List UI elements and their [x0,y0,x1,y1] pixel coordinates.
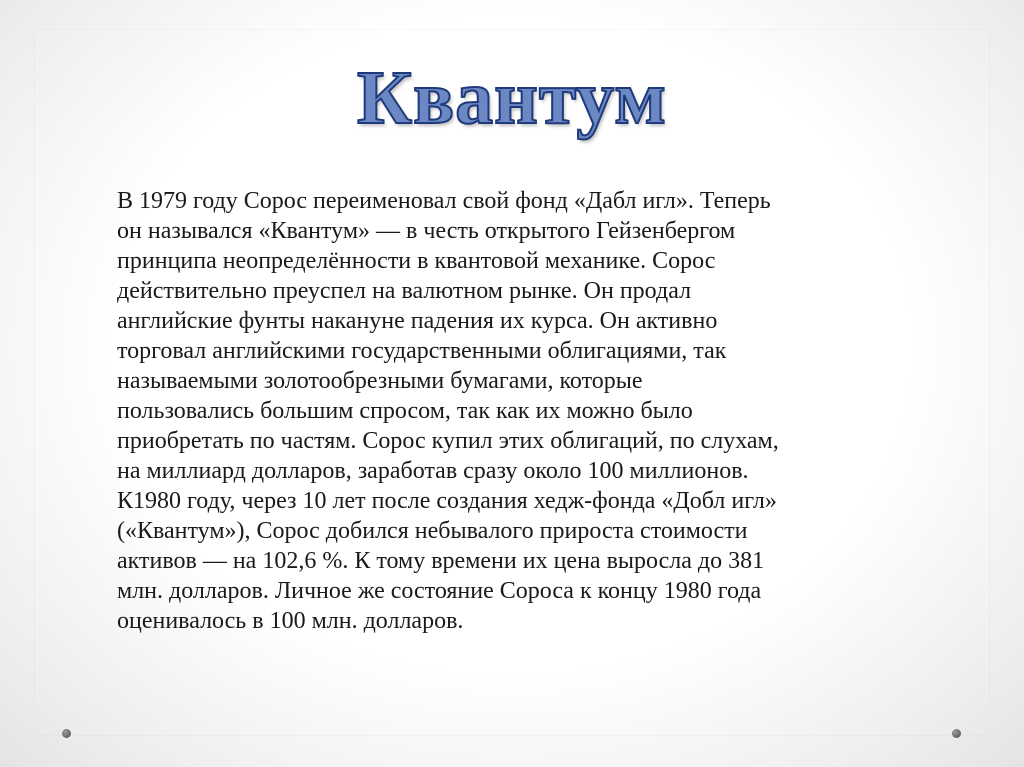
body-line: он назывался «Квантум» — в честь открытого Гейзенбергом [117,218,736,244]
body-line: пользовались большим спросом, так как их можно было [117,398,693,424]
body-line: называемыми золотообрезными бумагами, которые [117,368,643,394]
body-line: активов — на 102,6 %. К тому времени их цена выросла до 381 [117,548,765,574]
corner-dot-icon [952,729,961,738]
slide-title: Квантум [356,56,668,140]
slide-body-text [117,186,917,636]
body-line: К1980 году, через 10 лет после создания хедж-фонда «Добл игл» [117,488,777,514]
body-line: приобретать по частям. Сорос купил этих облигаций, по слухам, [117,428,779,454]
body-line: принципа неопределённости в квантовой механике. Сорос [117,248,716,274]
body-line: оценивалось в 100 млн. долларов. [117,608,464,634]
body-line: млн. долларов. Личное же состояние Сороса к концу 1980 года [117,578,762,604]
body-line: В 1979 году Сорос переименовал свой фонд «Дабл игл». Теперь [117,188,771,214]
body-line: торговал английскими государственными облигациями, так [117,338,727,364]
corner-dot-icon [62,729,71,738]
body-line: на миллиард долларов, заработав сразу около 100 миллионов. [117,458,749,484]
body-line: действительно преуспел на валютном рынке. Он продал [117,278,692,304]
body-line: английские фунты накануне падения их курса. Он активно [117,308,718,334]
body-line: («Квантум»), Сорос добился небывалого прироста стоимости [117,518,748,544]
